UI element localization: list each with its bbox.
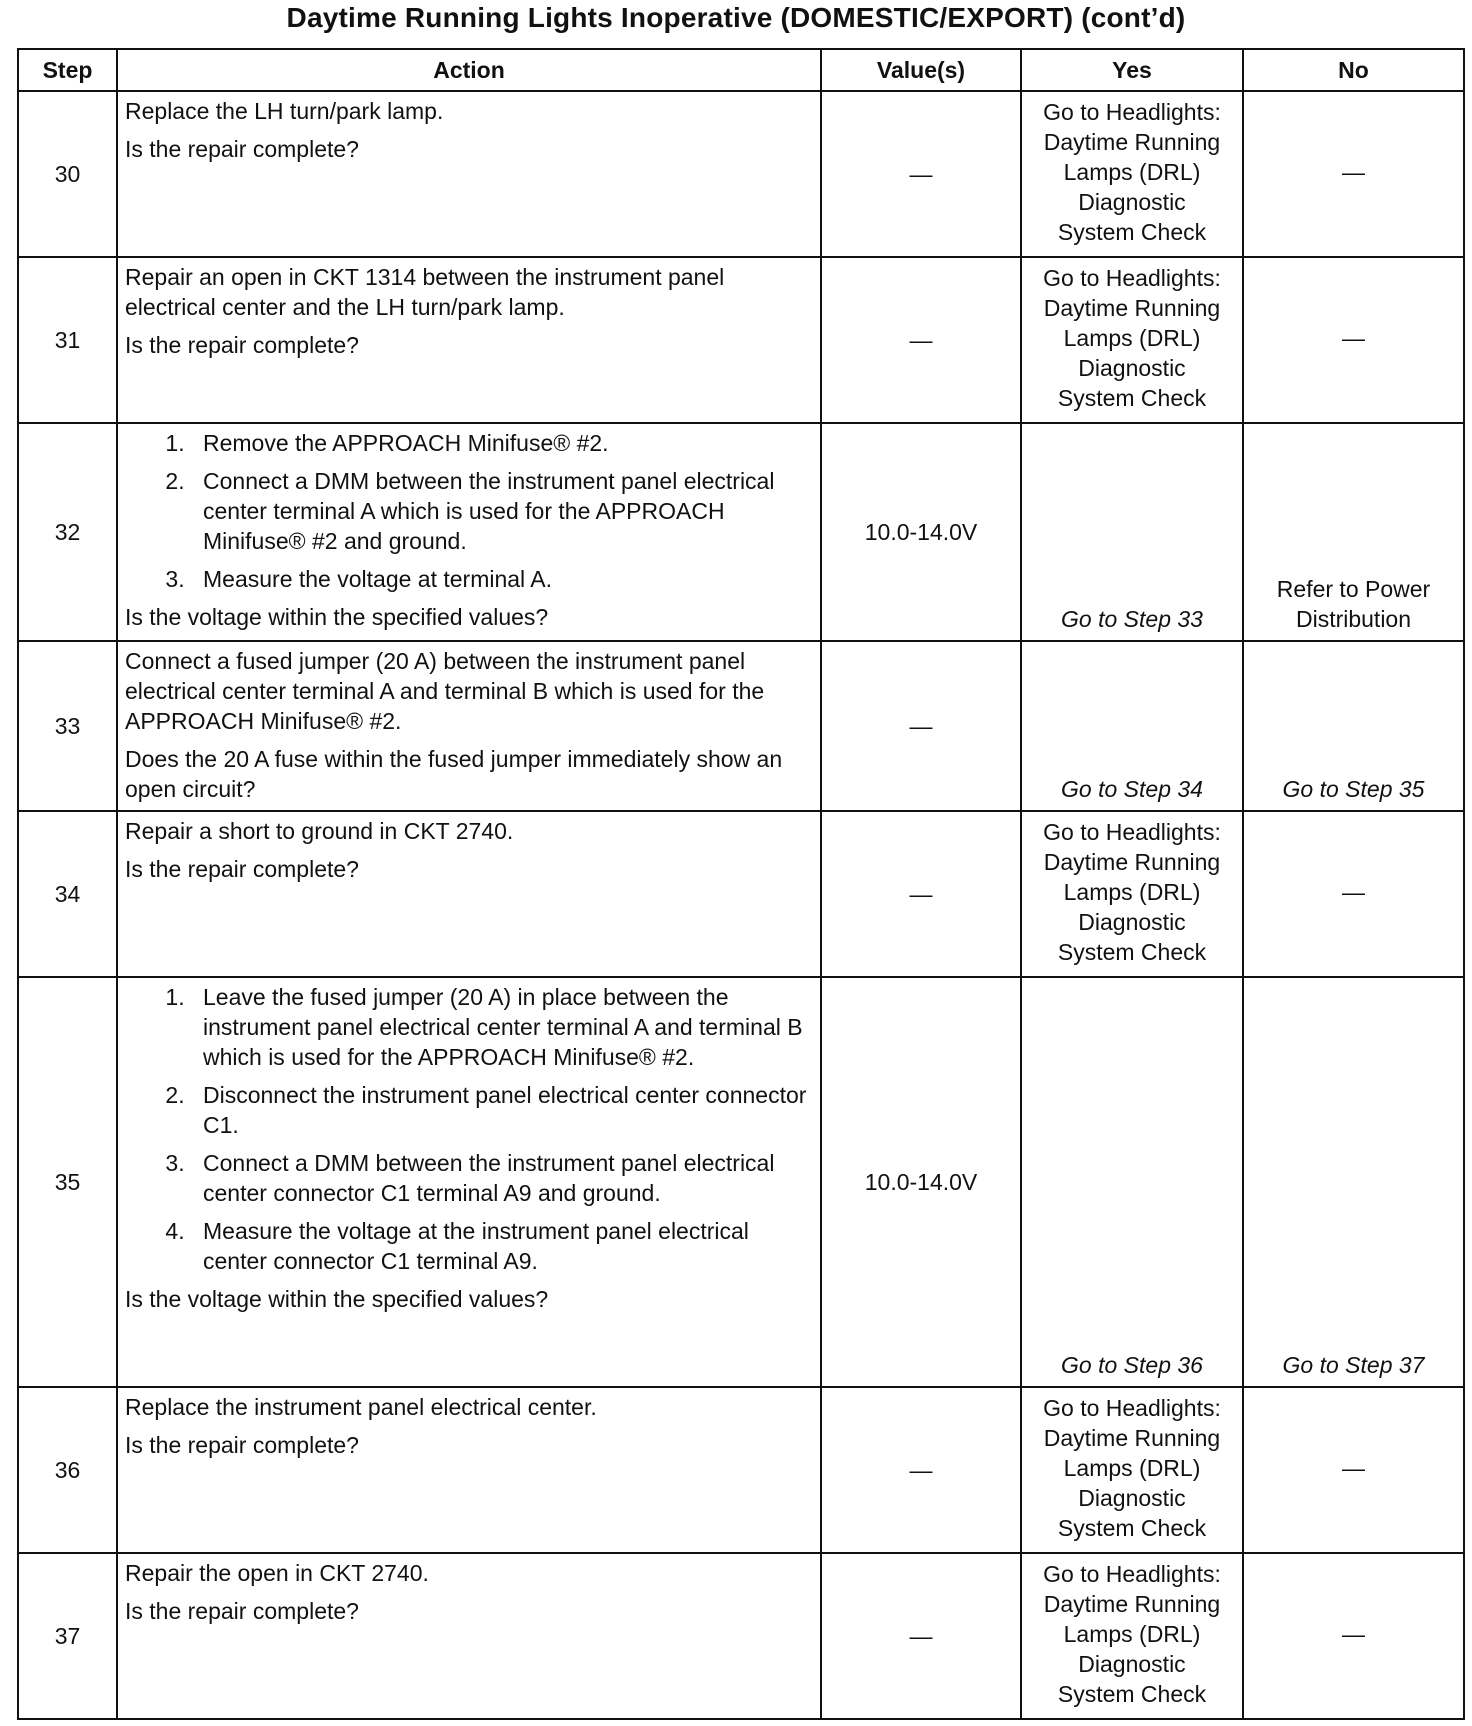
action-question: Is the repair complete? (125, 136, 359, 162)
procedure-list (125, 428, 814, 594)
no-cell: — (1243, 257, 1464, 423)
table-row (18, 977, 1464, 1387)
procedure-step: 1. Remove the APPROACH Minifuse® #2. (191, 428, 814, 458)
action-cell (117, 423, 821, 641)
step-number: 30 (18, 91, 117, 257)
step-number: 36 (18, 1387, 117, 1553)
step-number: 35 (18, 977, 117, 1387)
table-header-row (18, 49, 1464, 91)
step-number: 32 (18, 423, 117, 641)
value-cell: — (821, 1553, 1021, 1719)
table-row (18, 257, 1464, 423)
yes-cell (1021, 91, 1243, 257)
header-no: No (1243, 49, 1464, 91)
no-cell: Go to Step 35 (1243, 641, 1464, 811)
action-question: Is the repair complete? (125, 332, 359, 358)
no-cell: — (1243, 811, 1464, 977)
action-question: Is the voltage within the specified values? (125, 604, 549, 630)
table-row (18, 1553, 1464, 1719)
table-row (18, 1387, 1464, 1553)
value-cell: — (821, 811, 1021, 977)
yes-result: Go to Headlights: Daytime Running Lamps (DRL) Diagnostic System Check (1043, 819, 1221, 965)
table-row (18, 811, 1464, 977)
value-cell: 10.0-14.0V (821, 977, 1021, 1387)
action-cell (117, 1387, 821, 1553)
page-title: Daytime Running Lights Inoperative (DOMESTIC/EXPORT) (cont’d) (286, 2, 1186, 33)
action-question: Is the repair complete? (125, 1432, 359, 1458)
no-cell: — (1243, 1387, 1464, 1553)
action-text: Replace the instrument panel electrical center. (125, 1394, 597, 1420)
header-yes: Yes (1021, 49, 1243, 91)
procedure-step: 3. Measure the voltage at terminal A. (191, 564, 814, 594)
value-cell: — (821, 641, 1021, 811)
action-question: Is the voltage within the specified values? (125, 1286, 549, 1312)
action-cell (117, 1553, 821, 1719)
step-number: 37 (18, 1553, 117, 1719)
header-action: Action (117, 49, 821, 91)
no-cell: — (1243, 1553, 1464, 1719)
action-question: Is the repair complete? (125, 1598, 359, 1624)
no-cell (1243, 423, 1464, 641)
no-result: Refer to Power Distribution (1276, 576, 1431, 632)
action-cell (117, 641, 821, 811)
action-question: Does the 20 A fuse within the fused jumper immediately show an open circuit? (125, 746, 783, 802)
no-cell: — (1243, 91, 1464, 257)
step-number: 31 (18, 257, 117, 423)
table-row (18, 641, 1464, 811)
yes-cell: Go to Step 36 (1021, 977, 1243, 1387)
value-cell: 10.0-14.0V (821, 423, 1021, 641)
value-cell: — (821, 257, 1021, 423)
action-text: Replace the LH turn/park lamp. (125, 98, 444, 124)
yes-cell: Go to Step 33 (1021, 423, 1243, 641)
header-step: Step (18, 49, 117, 91)
procedure-step: 1. Leave the fused jumper (20 A) in place between the instrument panel electrical center terminal A and terminal B which is used for the APPROACH Minifuse® #2. (191, 982, 814, 1072)
yes-result: Go to Headlights: Daytime Running Lamps (DRL) Diagnostic System Check (1043, 1395, 1221, 1541)
action-text: Repair a short to ground in CKT 2740. (125, 818, 514, 844)
procedure-step: 4. Measure the voltage at the instrument panel electrical center connector C1 terminal A9. (191, 1216, 814, 1276)
value-cell: — (821, 91, 1021, 257)
table-row (18, 423, 1464, 641)
procedure-step: 3. Connect a DMM between the instrument panel electrical center connector C1 terminal A9 and ground. (191, 1148, 814, 1208)
yes-cell (1021, 1387, 1243, 1553)
action-cell (117, 977, 821, 1387)
yes-cell (1021, 811, 1243, 977)
procedure-step: 2. Connect a DMM between the instrument panel electrical center terminal A which is used for the APPROACH Minifuse® #2 and ground. (191, 466, 814, 556)
yes-result: Go to Headlights: Daytime Running Lamps (DRL) Diagnostic System Check (1043, 99, 1221, 245)
value-cell: — (821, 1387, 1021, 1553)
yes-cell (1021, 1553, 1243, 1719)
no-cell: Go to Step 37 (1243, 977, 1464, 1387)
yes-result: Go to Headlights: Daytime Running Lamps (DRL) Diagnostic System Check (1043, 265, 1221, 411)
step-number: 33 (18, 641, 117, 811)
action-text: Repair the open in CKT 2740. (125, 1560, 429, 1586)
yes-result: Go to Headlights: Daytime Running Lamps (DRL) Diagnostic System Check (1043, 1561, 1221, 1707)
procedure-step: 2. Disconnect the instrument panel electrical center connector C1. (191, 1080, 814, 1140)
action-cell (117, 257, 821, 423)
step-number: 34 (18, 811, 117, 977)
yes-cell (1021, 257, 1243, 423)
action-text: Connect a fused jumper (20 A) between the instrument panel electrical center terminal A and terminal B which is used for the APPROACH Minifuse® #2. (125, 648, 765, 734)
action-text: Repair an open in CKT 1314 between the instrument panel electrical center and the LH turn/park lamp. (125, 264, 725, 320)
action-cell (117, 811, 821, 977)
action-cell (117, 91, 821, 257)
diagnostic-table (17, 48, 1465, 1720)
header-values: Value(s) (821, 49, 1021, 91)
table-row (18, 91, 1464, 257)
yes-cell: Go to Step 34 (1021, 641, 1243, 811)
procedure-list (125, 982, 814, 1276)
action-question: Is the repair complete? (125, 856, 359, 882)
